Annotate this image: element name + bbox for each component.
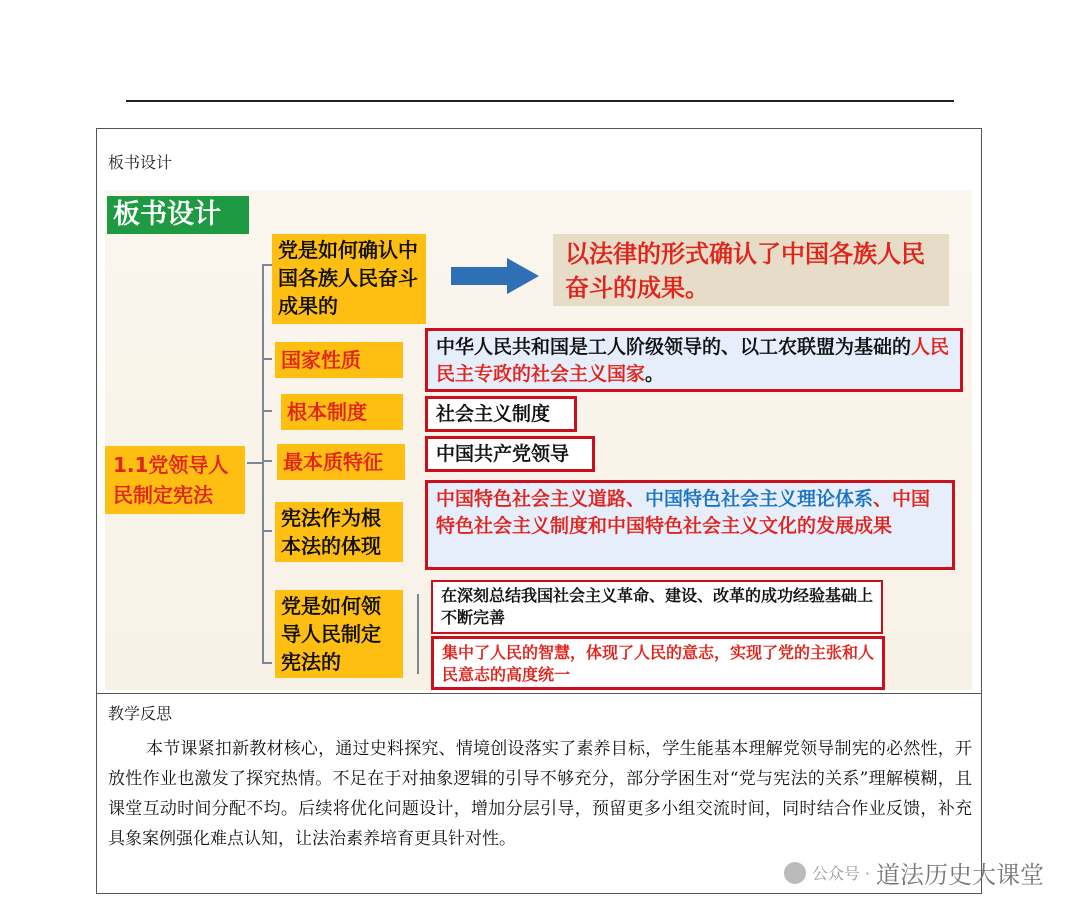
nature-text-highlight: 人民民主专政的社会主义国家 — [436, 336, 950, 385]
watermark — [784, 855, 1044, 890]
watermark-name: 道法历史大课堂 — [876, 861, 1044, 889]
section-label-board: 板书设计 — [108, 153, 173, 172]
bracket-tick — [262, 530, 272, 532]
board-design-image — [105, 190, 972, 690]
watermark-prefix: 公众号 · — [811, 864, 870, 883]
text-constitution-embodiment — [425, 480, 955, 570]
embody-text-red: 中国特色社会主义道路、 — [436, 488, 646, 510]
label-state-nature: 国家性质 — [275, 342, 403, 378]
text-fundamental-system: 社会主义制度 — [425, 396, 577, 432]
table-divider — [96, 693, 982, 694]
question-confirm-achievements: 党是如何确认中国各族人民奋斗成果的 — [272, 234, 426, 324]
sub-bracket-line — [417, 594, 419, 674]
text-essential-feature: 中国共产党领导 — [425, 436, 595, 472]
embody-text-blue: 中国特色社会主义理论体系 — [645, 488, 874, 510]
bracket-tick — [262, 662, 272, 664]
bracket-tick — [262, 460, 272, 462]
wechat-icon — [784, 862, 806, 884]
embody-text-red-2: 、中国特色社会主义制度和中国特色社会主义文化的发展成果 — [436, 488, 931, 537]
answer-confirm-achievements: 以法律的形式确认了中国各族人民奋斗的成果。 — [553, 234, 949, 306]
nature-text-end: 。 — [645, 363, 665, 385]
board-title-badge: 板书设计 — [107, 196, 249, 234]
text-lead-summary: 在深刻总结我国社会主义革命、建设、改革的成功经验基础上不断完善 — [431, 580, 883, 634]
text-state-nature — [425, 328, 963, 392]
bracket-stub — [247, 462, 262, 464]
label-fundamental-system: 根本制度 — [281, 394, 403, 430]
arrow-right-icon — [451, 258, 539, 294]
bracket-tick — [262, 264, 272, 266]
central-topic: 1.1党领导人民制定宪法 — [105, 446, 245, 514]
text-lead-unity: 集中了人民的智慧，体现了人民的意志，实现了党的主张和人民意志的高度统一 — [431, 636, 885, 690]
header-rule — [126, 100, 954, 102]
bracket-tick — [262, 410, 272, 412]
label-constitution-embodiment: 宪法作为根本法的体现 — [275, 502, 403, 562]
label-party-lead-constitution: 党是如何领导人民制定宪法的 — [275, 590, 403, 678]
reflection-paragraph: 本节课紧扣新教材核心，通过史料探究、情境创设落实了素养目标，学生能基本理解党领导制宪的必然性，开放性作业也激发了探究热情。不足在于对抽象逻辑的引导不够充分，部分学困生对“党与宪法的关系”理解模糊，且课堂互动时间分配不均。后续将优化问题设计，增加分层引导，预留更多小组交流时间，同时结合作业反馈，补充具象案例强化难点认知，让法治素养培育更具针对性。 — [108, 739, 972, 849]
label-essential-feature: 最本质特征 — [277, 444, 405, 480]
section-label-reflection: 教学反思 — [108, 704, 173, 723]
bracket-tick — [262, 358, 272, 360]
nature-text-part: 中华人民共和国是工人阶级领导的、以工农联盟为基础的 — [436, 336, 912, 358]
bracket-line — [262, 264, 264, 664]
